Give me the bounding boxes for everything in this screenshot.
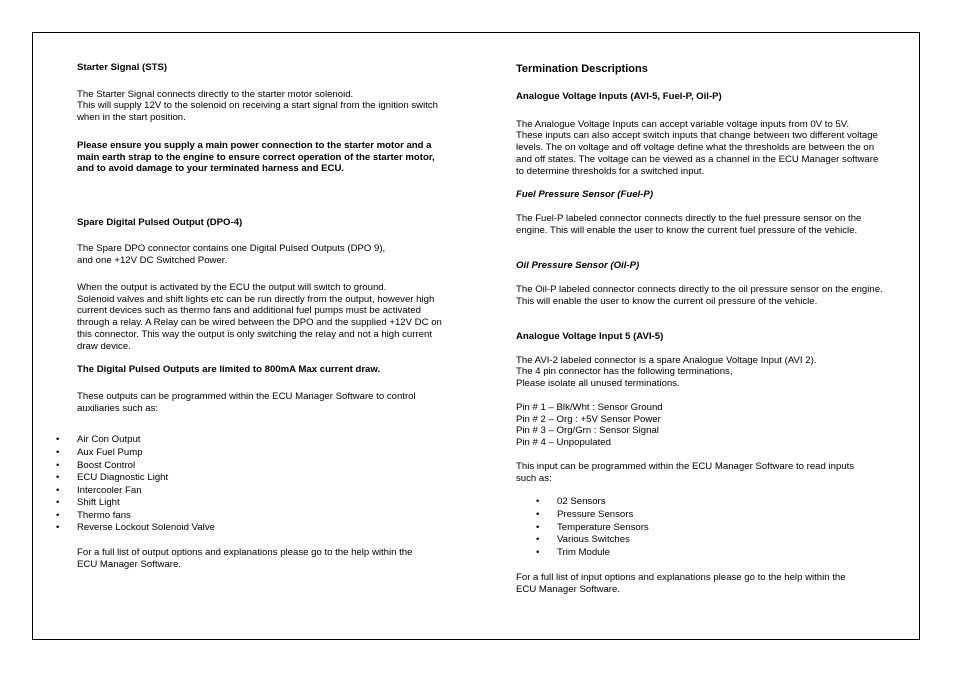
full-list-line: ECU Manager Software. bbox=[516, 583, 620, 595]
bullet-icon: • bbox=[536, 508, 540, 520]
avi-text-line: to determine thresholds for a switched input. bbox=[516, 165, 705, 177]
list-item: • Shift Light bbox=[56, 497, 120, 509]
list-item: • 02 Sensors bbox=[536, 496, 606, 508]
prog-line: such as: bbox=[516, 472, 552, 484]
list-item: • Various Switches bbox=[536, 534, 630, 546]
avi-heading: Analogue Voltage Inputs (AVI-5, Fuel-P, Oil-P) bbox=[516, 91, 722, 102]
bullet-icon: • bbox=[56, 497, 60, 509]
list-item: • Trim Module bbox=[536, 547, 610, 559]
dpo-current-limit: The Digital Pulsed Outputs are limited to 800mA Max current draw. bbox=[77, 364, 381, 376]
avi5-text-line: The 4 pin connector has the following terminations, bbox=[516, 366, 733, 378]
avi-text-line: These inputs can also accept switch inputs that change between two different voltage bbox=[516, 130, 878, 142]
bullet-icon: • bbox=[56, 509, 60, 521]
list-item: • ECU Diagnostic Light bbox=[56, 472, 169, 484]
avi-text-line: and off states. The voltage can be viewed as a channel in the ECU Manager software bbox=[516, 153, 879, 165]
list-item: • Pressure Sensors bbox=[536, 508, 634, 520]
list-item: • Air Con Output bbox=[56, 434, 141, 446]
bullet-icon: • bbox=[536, 496, 540, 508]
dpo-text-line: this connector. This way the output is only switching the relay and not a high current bbox=[77, 328, 432, 340]
pin-line: Pin # 1 – Blk/Wht : Sensor Ground bbox=[516, 401, 663, 413]
dpo-text-line: and one +12V DC Switched Power. bbox=[77, 255, 228, 267]
pin-line: Pin # 4 – Unpopulated bbox=[516, 437, 611, 449]
dpo-prog-line: These outputs can be programmed within the ECU Manager Software to control bbox=[77, 390, 416, 402]
list-item: • Boost Control bbox=[56, 459, 136, 471]
full-list-line: For a full list of input options and explanations please go to the help within the bbox=[516, 571, 846, 583]
bullet-icon: • bbox=[56, 472, 60, 484]
prog-line: This input can be programmed within the ECU Manager Software to read inputs bbox=[516, 460, 855, 472]
oil-text-line: The Oil-P labeled connector connects directly to the oil pressure sensor on the engine. bbox=[516, 283, 883, 295]
bullet-icon: • bbox=[536, 521, 540, 533]
bullet-icon: • bbox=[536, 547, 540, 559]
output-list bbox=[56, 434, 477, 535]
bullet-icon: • bbox=[56, 522, 60, 534]
list-item: • Intercooler Fan bbox=[56, 484, 142, 496]
pin-line: Pin # 3 – Org/Grn : Sensor Signal bbox=[516, 425, 659, 437]
sts-text-line: This will supply 12V to the solenoid on receiving a start signal from the ignition switch bbox=[77, 100, 439, 112]
sts-warning-line: and to avoid damage to your terminated harness and ECU. bbox=[77, 163, 345, 175]
dpo-text-line: current devices such as thermo fans and additional fuel pumps must be activated bbox=[77, 305, 421, 317]
full-list-line: For a full list of output options and explanations please go to the help within the bbox=[77, 546, 413, 558]
sts-text-line: The Starter Signal connects directly to the starter motor solenoid. bbox=[77, 88, 354, 100]
avi5-text-line: The AVI-2 labeled connector is a spare Analogue Voltage Input (AVI 2). bbox=[516, 354, 817, 366]
fuel-text-line: engine. This will enable the user to know the current fuel pressure of the vehicle. bbox=[516, 224, 858, 236]
sts-text-line: when in the start position. bbox=[77, 112, 186, 124]
avi-text-line: levels. The on voltage and off voltage define what the thresholds are between the on bbox=[516, 142, 875, 154]
list-item: • Aux Fuel Pump bbox=[56, 446, 143, 458]
bullet-icon: • bbox=[536, 534, 540, 546]
dpo-heading: Spare Digital Pulsed Output (DPO-4) bbox=[77, 216, 243, 228]
left-column bbox=[56, 62, 477, 570]
avi5-text-line: Please isolate all unused terminations. bbox=[516, 378, 680, 390]
dpo-prog-line: auxiliaries such as: bbox=[77, 402, 159, 414]
bullet-icon: • bbox=[56, 434, 60, 446]
full-list-line: ECU Manager Software. bbox=[77, 558, 181, 570]
list-item: • Temperature Sensors bbox=[536, 521, 649, 533]
oil-pressure-heading: Oil Pressure Sensor (Oil-P) bbox=[516, 260, 640, 272]
list-item: • Thermo fans bbox=[56, 509, 131, 521]
sts-warning-line: main earth strap to the engine to ensure correct operation of the starter motor, bbox=[77, 151, 435, 163]
dpo-text-line: draw device. bbox=[77, 340, 131, 352]
sts-warning-line: Please ensure you supply a main power connection to the starter motor and a bbox=[77, 139, 432, 151]
dpo-text-line: through a relay. A Relay can be wired between the DPO and the supplied +12V DC on bbox=[77, 317, 442, 329]
page-title: Termination Descriptions bbox=[516, 63, 648, 75]
right-column bbox=[516, 63, 916, 595]
list-item: • Reverse Lockout Solenoid Valve bbox=[56, 522, 215, 534]
dpo-text-line: The Spare DPO connector contains one Digital Pulsed Outputs (DPO 9), bbox=[77, 243, 386, 255]
avi5-heading: Analogue Voltage Input 5 (AVI-5) bbox=[516, 330, 664, 342]
fuel-text-line: The Fuel-P labeled connector connects directly to the fuel pressure sensor on the bbox=[516, 212, 862, 224]
bullet-icon: • bbox=[56, 459, 60, 471]
oil-text-line: This will enable the user to know the current oil pressure of the vehicle. bbox=[516, 295, 818, 307]
fuel-pressure-heading: Fuel Pressure Sensor (Fuel-P) bbox=[516, 189, 654, 201]
bullet-icon: • bbox=[56, 446, 60, 458]
bullet-icon: • bbox=[56, 484, 60, 496]
avi-text-line: The Analogue Voltage Inputs can accept variable voltage inputs from 0V to 5V. bbox=[516, 118, 849, 130]
dpo-text-line: When the output is activated by the ECU the output will switch to ground. bbox=[77, 281, 387, 293]
pin-line: Pin # 2 – Org : +5V Sensor Power bbox=[516, 413, 661, 425]
dpo-text-line: Solenoid valves and shift lights etc can be run directly from the output, however high bbox=[77, 293, 435, 305]
input-list bbox=[516, 496, 916, 560]
sts-heading: Starter Signal (STS) bbox=[77, 62, 168, 73]
